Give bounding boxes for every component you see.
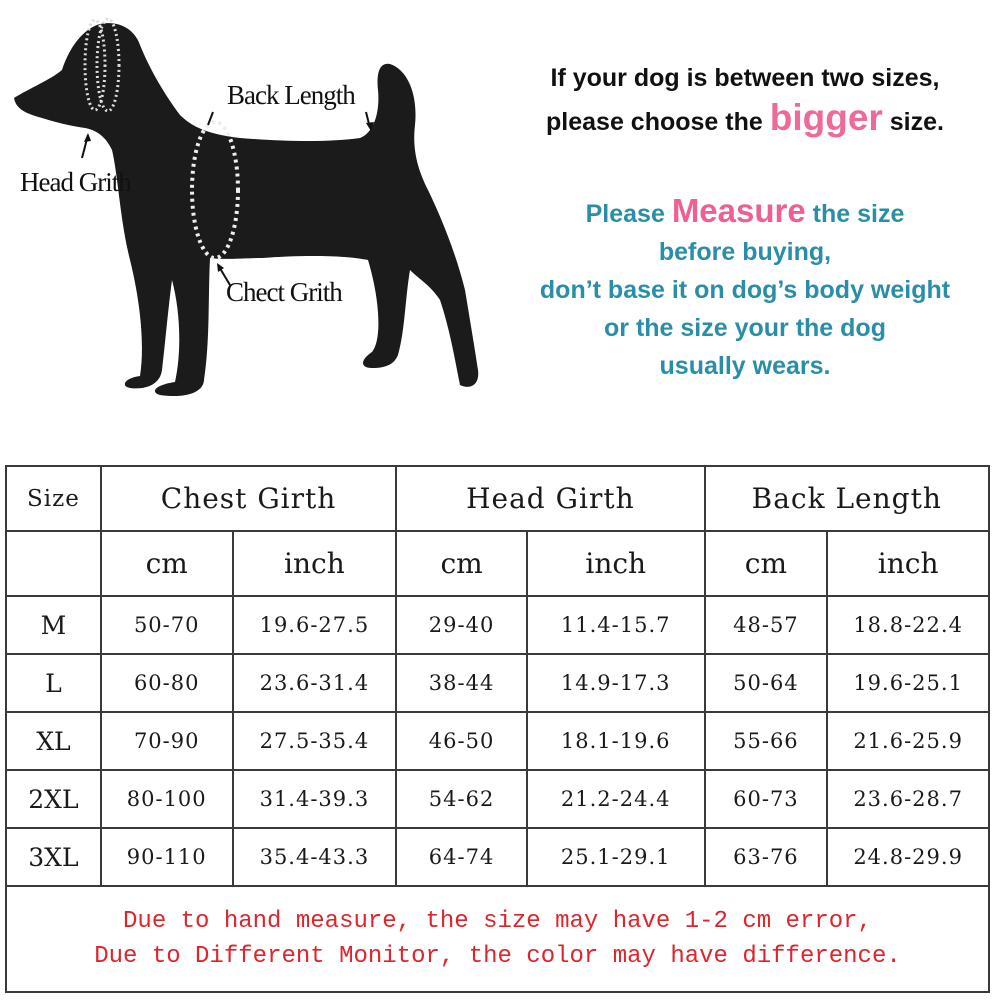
head-inch-cell: 25.1-29.1 [527, 828, 705, 886]
header-chest-girth: Chest Girth [101, 466, 396, 531]
disclaimer-line-2: Due to Different Monitor, the color may have difference. [94, 943, 901, 970]
unit-empty [6, 531, 101, 596]
head-cm-cell: 46-50 [396, 712, 527, 770]
unit-head-cm: cm [396, 531, 527, 596]
head-inch-cell: 18.1-19.6 [527, 712, 705, 770]
chest-inch-cell: 27.5-35.4 [233, 712, 397, 770]
advice-line-5: usually wears. [659, 352, 831, 380]
back-inch-cell: 18.8-22.4 [827, 596, 989, 654]
back-cm-cell: 60-73 [705, 770, 828, 828]
dog-silhouette-icon [0, 0, 500, 420]
table-row [6, 596, 989, 654]
chest-inch-cell: 19.6-27.5 [233, 596, 397, 654]
table-row [6, 712, 989, 770]
back-inch-cell: 24.8-29.9 [827, 828, 989, 886]
measure-advice [490, 192, 1000, 385]
header-head-girth: Head Girth [396, 466, 704, 531]
size-chart-table [5, 465, 990, 993]
advice-text: Please [585, 200, 672, 228]
back-length-label: Back Length [227, 80, 355, 110]
unit-head-inch: inch [527, 531, 705, 596]
head-cm-cell: 64-74 [396, 828, 527, 886]
disclaimer-line-1: Due to hand measure, the size may have 1-2 cm error, [123, 908, 872, 935]
chest-inch-cell: 23.6-31.4 [233, 654, 397, 712]
back-cm-cell: 50-64 [705, 654, 828, 712]
disclaimer-note [6, 886, 989, 992]
chest-cm-cell: 90-110 [101, 828, 233, 886]
emphasis-measure: Measure [671, 192, 806, 229]
header-back-length: Back Length [705, 466, 989, 531]
back-cm-cell: 63-76 [705, 828, 828, 886]
table-row [6, 770, 989, 828]
head-inch-cell: 11.4-15.7 [527, 596, 705, 654]
advice-line-2: before buying, [658, 238, 832, 266]
table-footer-row [6, 886, 989, 992]
chest-inch-cell: 31.4-39.3 [233, 770, 397, 828]
top-section [0, 0, 1000, 450]
notice-line-2 [490, 98, 1000, 142]
size-cell: M [6, 596, 101, 654]
header-size: Size [6, 466, 101, 531]
advice-line-1 [490, 192, 1000, 233]
table-header-row [6, 466, 989, 531]
unit-back-cm: cm [705, 531, 828, 596]
table-units-row [6, 531, 989, 596]
head-cm-cell: 29-40 [396, 596, 527, 654]
size-cell: 2XL [6, 770, 101, 828]
table-row [6, 828, 989, 886]
back-inch-cell: 19.6-25.1 [827, 654, 989, 712]
unit-chest-cm: cm [101, 531, 233, 596]
unit-back-inch: inch [827, 531, 989, 596]
back-cm-cell: 48-57 [705, 596, 828, 654]
size-cell: XL [6, 712, 101, 770]
chest-cm-cell: 70-90 [101, 712, 233, 770]
back-cm-cell: 55-66 [705, 712, 828, 770]
notice-line-1: If your dog is between two sizes, [550, 64, 940, 92]
size-cell: L [6, 654, 101, 712]
emphasis-bigger: bigger [769, 97, 883, 138]
advice-text: the size [805, 200, 905, 228]
chest-cm-cell: 60-80 [101, 654, 233, 712]
chest-girth-label: Chect Grith [226, 277, 342, 307]
head-inch-cell: 14.9-17.3 [527, 654, 705, 712]
head-cm-cell: 54-62 [396, 770, 527, 828]
notice-text: size. [882, 108, 944, 136]
notice-text: please choose the [546, 108, 770, 136]
head-inch-cell: 21.2-24.4 [527, 770, 705, 828]
unit-chest-inch: inch [233, 531, 397, 596]
back-inch-cell: 21.6-25.9 [827, 712, 989, 770]
table-row [6, 654, 989, 712]
size-cell: 3XL [6, 828, 101, 886]
head-girth-label: Head Grith [20, 167, 131, 197]
advice-line-3: don’t base it on dog’s body weight [539, 276, 951, 304]
chest-cm-cell: 80-100 [101, 770, 233, 828]
back-inch-cell: 23.6-28.7 [827, 770, 989, 828]
chest-inch-cell: 35.4-43.3 [233, 828, 397, 886]
head-cm-cell: 38-44 [396, 654, 527, 712]
dog-measurement-diagram [0, 0, 500, 420]
size-choice-notice [490, 58, 1000, 142]
chest-cm-cell: 50-70 [101, 596, 233, 654]
advice-line-4: or the size your the dog [604, 314, 886, 342]
